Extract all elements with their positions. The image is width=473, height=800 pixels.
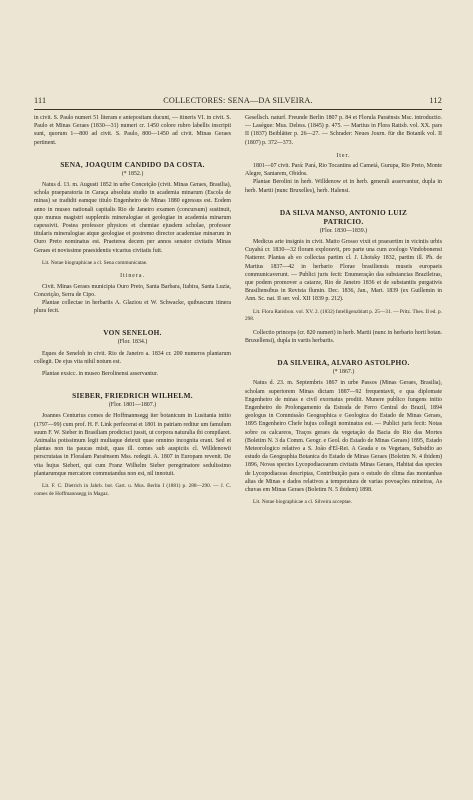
entry-heading-manso-cont: PATRICIO.	[323, 216, 364, 226]
running-title: COLLECTORES: SENA—DA SILVEIRA.	[163, 96, 313, 105]
entry-bio-silveira: Natus d. 23. m. Septembris 1867 in urbe Passos (Minas Geraes, Brasilia), scholam superiorem Minas dictam 1887—92 frequentavit, e qua diplomate Engenheiro de minas e civil exornatus prodiit. Munere publico fungens initio Engenheiro do Prolongamento da Estrada de Ferro Central do Brazil, 1894 geologus in Commissão Geographica e Geologica do Estado de Minas Geraes, 1895 Engenheiro Chefe hujus collegii nominatus est. — Publici juris fecit: Notas sobre os calcareos, Traços geraes da vegetação da Bacia do Rio das Mortes (Boletim N. 3 da Comm. Geogr. e Geol. do Estado de Minas Geraes) 1895, Estado Meteorologico relativo a S. João d'El-Rei. A Geada e os Vegetaes, Subsidio ao estudo da Geographia Botanica do Estado de Minas Geraes (Boletim N. 4 ibidem) 1896, Novas species Lycopodiacearum civitatis Minas Geraes, Habitat das species de Lycopodiaceas descriptas, Contribuição para o estudo do clima das montanhas altas de Minas e dados relativos a temperatura de varias povoações mineiras, As chuvas em Minas Geraes (Boletim N. 5 ibidem) 1898.	[245, 380, 442, 494]
entry-dates-sieber: (Flor. 1801—1807.)	[108, 402, 157, 409]
entry-lit-sieber: Lit. F. C. Dietrich in Jahrb. bot. Gart. u. Mus. Berlin I (1881) p. 288—290. — J. C. comes de Hoffmannsegg in Magaz.	[34, 483, 231, 497]
entry-heading-sena: SENA, JOAQUIM CANDIDO DA COSTA.	[60, 159, 205, 169]
entry-dates-silveira: (* 1867.)	[332, 369, 355, 376]
intro-paragraph: in civit. S. Paulo numeri 51 literam e antepositam ducunt, — itineris VI. in civit. S. Paulo et Minas Geraes (1830—31) numeri cr. 1450 colore rubro labellis inscripti sunt, quorum 1—800 ad civit. S. Paulo, 800—1450 ad civit. Minas Geraes pertinent.	[34, 115, 231, 146]
entry-lit-sena: Lit. Notae biographicae a cl. Sena communicatae.	[42, 259, 148, 266]
itinera-label: Itinera.	[120, 273, 145, 280]
header-rule	[34, 109, 442, 110]
iter-label: Iter.	[336, 152, 351, 159]
entry-lit-silveira: Lit. Notae biographicae a cl. Silveira acceptae.	[253, 499, 352, 506]
iter-plantae: Plantae Berolini in herb. Willdenow et in herb. generali asservantur, dupla in herb. Martii (nunc Bruxelles), herb. Halensi.	[245, 179, 442, 194]
right-column	[245, 114, 442, 507]
entry-bio-manso: Medicus arte insignis in civit. Matto Grosso vixit et praesertim in viciniis urbis Cuyabá cr. 1830—32 floram exploravit, pro parte una cum zoologo Vindobonensi Natterer. Plantas ab eo collectas partim cl. J. Lhotsky 1832, partim ill. Ph. de Martius 1837—42 in herbario Florae brasiliensis museis europaeis communicaverunt. — Publici juris fecit: Enumeração das substancias Brazileiras, que podem promover a catarze, Rio de Janeiro 1836 et de substantiis purgativis Brasiliensibus in Revista flumin. Dec. 1836, Jan., Mart. 1839 (ex Guillemin in Ann. Sc. nat. II ser. vol. XII 1839 p. 212).	[245, 239, 442, 303]
entry-collectio-manso: Collectio princeps (cr. 820 numeri) in herb. Martii (nunc in herbario horti botan. Bruxellensi), dupla in variis herbariis.	[245, 329, 442, 345]
entry-plantae-sena: Plantae collectae in herbariis A. Glaziou et W. Schwacke, quibuscum itinera plura fecit.	[34, 300, 231, 315]
entry-lit-manso: Lit. Flora Ratisbon. vol. XV. 2. (1832) Intelligenzblatt p. 25—31. — Pritz. Thes. II ed. p. 298.	[245, 308, 442, 323]
iter-paragraph: 1801—07 civit. Pará: Pará, Rio Tocantins ad Cametá, Gurupa, Rio Preto, Monte Alegre, Santarem, Obidos.	[245, 163, 442, 178]
entry-bio-sieber: Joannes Centurius comes de Hoffmannsegg iter botanicum in Lusitania initio (1797—99) cum prof. H. F. Link perfecerat et 1801 in patriam reditur um famulum suum F. W. Sieber in Brasiliam prodicisci jussit, ut corpora naturalia ibi compilaret. Animalia potissimum legit multaque detexit quae omnino incognita erant. Sed et plantas non ita paucas misit, quas ill. comes sub auspiciis cl. Willdenowii perscrutatas in Floralam Paraënsem Mss. redegit. A. 1807 in Europam revenit. De vita hujus Sieberi, qui cum Franz Wilhelm Sieber peregrinatore sedulissimo plantarumque mercatore commutandus non est, nil innotuit.	[34, 413, 231, 477]
entry-heading-manso: DA SILVA MANSO, ANTONIO LUIZ	[279, 207, 408, 217]
entry-plantae-seneloh: Plantae exsicc. in museo Berolinensi asservantur.	[42, 371, 158, 378]
entry-heading-seneloh: VON SENELOH.	[103, 328, 162, 338]
continued-literature: Gesellsch. naturf. Freunde Berlin 1807 p. 84 et Florula Paraënsis Msc. introductio. — Lasègue: Mus. Deless. (1845) p. 475. — Martius in Flora Ratisb. vol. XX. pars II (1837) Beiblätter p. 26—27. — Schrader: Neues Journ. für die Botanik vol. II (1807) p. 372—373.	[245, 115, 442, 146]
entry-dates-manso: (Flor. 1830—1839.)	[319, 227, 368, 234]
entry-bio-sena: Natus d. 13. m. Augusti 1852 in urbe Conceição (civit. Minas Geraes, Brasilia), schola praeparatoria in Caraça absoluta studio in academia minarum (Escola de minas) se tradidit eamque titulo Engenheiro de Minas 1880 egressus est. Eodem anno in museo nationali capitalis Rio de Janeiro examen (concursum) sustinuit, quo munus magistri supplentis mineralogiae et geologiae in academia minarum capessivit. Postea professor physices et chemiae ejusdem scholae, professor titularis mineralogiae atque geologiae et postremo director academiae minarum in Ouro Preto nominatus est. Praeterea decem per annos senator civitatis Minas Geraes et novissime praesidentis vicarius civitatis fuit.	[34, 182, 231, 254]
entry-heading-silveira: DA SILVEIRA, ALVARO ASTOLPHO.	[277, 358, 410, 368]
entry-heading-sieber: SIEBER, FRIEDRICH WILHELM.	[72, 391, 193, 401]
entry-itinera-sena: Civit. Minas Geraes municipia Ouro Preto, Santa Barbara, Itabira, Santa Luzia, Conceição, Serra de Cipo.	[34, 283, 231, 298]
page-number-left: 111	[34, 96, 47, 105]
left-column	[34, 114, 231, 498]
entry-dates-seneloh: (Flor. 1834.)	[117, 339, 148, 346]
running-header	[34, 96, 442, 108]
page-number-right: 112	[429, 96, 442, 105]
entry-dates-sena: (* 1852.)	[121, 170, 144, 177]
entry-bio-seneloh: Eques de Seneloh in civit. Rio de Janeiro a. 1834 cr. 200 numeros plantarum collegit. De ejus vita nihil notum est.	[34, 350, 231, 365]
